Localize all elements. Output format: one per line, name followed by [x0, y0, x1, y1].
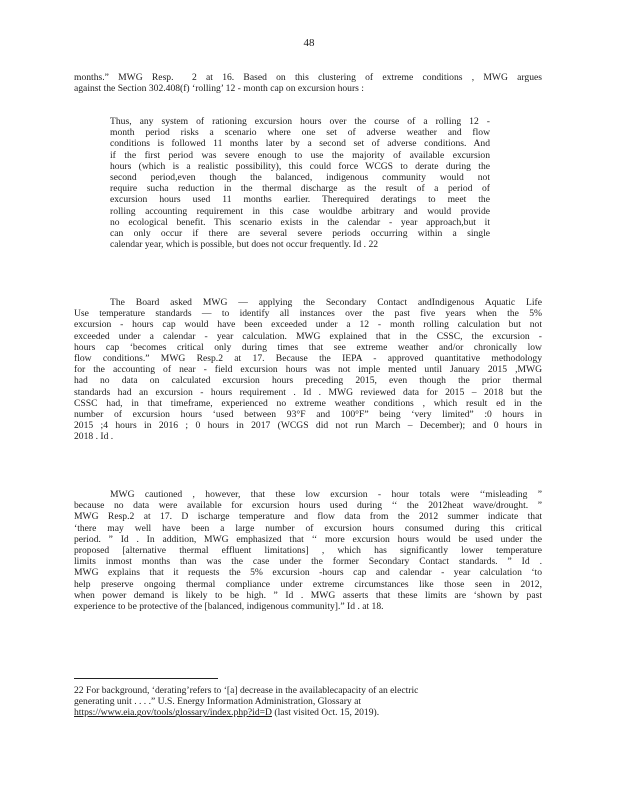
text-line: MWG cautioned , however, that these low excursion - hour totals were ‘‘misleading ” — [110, 489, 542, 500]
text-line: help preserve ongoing thermal compliance under extreme circumstances like those seen in 2012, — [74, 578, 542, 590]
quote-line: require sucha reduction in the thermal discharge as the result of a period of — [110, 183, 490, 195]
quote-line: no ecological benefit. This scenario exists in the calendar - year approach,but it — [110, 216, 490, 228]
quote-line: if the first period was severe enough to use the majority of available excursion — [110, 149, 490, 161]
quote-line: Thus, any system of rationing excursion hours over the course of a rolling 12 - — [110, 116, 490, 127]
text-line: ‘there may well have been a large number of excursion hours consumed during this critical — [74, 522, 542, 534]
text-line: MWG explains that it requests the 5% excursion -hours cap and calendar - year calculation ‘to — [74, 567, 542, 579]
quote-line: month period risks a scenario where one set of adverse weather and flow — [110, 127, 490, 139]
text-line: months.” MWG Resp. 2 at 16. Based on this clustering of extreme conditions , MWG argues — [74, 72, 542, 83]
glossary-link[interactable]: https://www.eia.gov/tools/glossary/index.php?id=D — [74, 707, 272, 719]
paragraph-intro — [74, 72, 542, 94]
text-line: period. ” Id . In addition, MWG emphasized that ‘‘ more excursion hours would be used under the — [74, 533, 542, 545]
text-line: 2018 . Id . — [74, 431, 114, 443]
text-line: 2015 ;4 hours in 2016 ; 0 hours in 2017 (WCGS did not run March – December); and 0 hours in — [74, 420, 542, 432]
paragraph-mwg-cautioned — [74, 489, 542, 612]
text-line: CSSC had, in that timeframe, experienced no extreme weather conditions , which result ed in the — [74, 397, 542, 409]
text-line: proposed [alternative thermal effluent limitations] , which has significantly lower temperature — [74, 545, 542, 557]
footnote-line — [74, 707, 542, 718]
block-quote — [110, 116, 490, 250]
quote-line: second period,even though the balanced, indigenous community would not — [110, 172, 490, 184]
text-line: flow conditions.” MWG Resp.2 at 17. Because the IEPA - approved quantitative methodology — [74, 353, 542, 365]
paragraph-board-request — [74, 297, 542, 443]
text-line: against the Section 302.408(f) ‘rolling’ 12 - month cap on excursion hours : — [74, 83, 364, 95]
text-line: MWG Resp.2 at 17. D ischarge temperature and flow data from the 2012 summer indicate that — [74, 511, 542, 523]
text-line: for the accounting of near - field excursion hours was not imple mented until January 2015 ,MWG — [74, 364, 542, 376]
footnote-divider — [74, 678, 218, 679]
footnote-visited-text: (last visited Oct. 15, 2019). — [271, 707, 380, 719]
quote-line: hours (which is a realistic possibility), this could force WCGS to derate during the — [110, 160, 490, 172]
quote-line: excursion hours used 11 months earlier. Therequired deratings to meet the — [110, 194, 490, 206]
footnote-line: 22 For background, ‘derating’refers to ‘[a] decrease in the availablecapacity of an electric — [74, 685, 419, 696]
text-line: The Board asked MWG — applying the Secondary Contact andIndigenous Aquatic Life — [110, 297, 542, 308]
text-line: number of excursion hours ‘used between 93°F and 100°F” being ‘very limited” :0 hours in — [74, 409, 542, 421]
text-line: experience to be protective of the [balanced, indigenous community].” Id . at 18. — [74, 601, 384, 613]
quote-line: conditions is followed 11 months later by a second set of adverse conditions. And — [110, 138, 490, 150]
text-line: limits inmost months than was the case under the former Secondary Contact standards. ” Id . — [74, 556, 542, 568]
text-line: standards had an excursion - hours requirement . Id . MWG reviewed data for 2015 – 2018 but the — [74, 386, 542, 398]
footnote-line: generating unit . . . .” U.S. Energy Information Administration, Glossary at — [74, 696, 362, 708]
text-line: when power demand is likely to be high. ” Id . MWG asserts that these limits are ‘shown by past — [74, 589, 542, 601]
page-number: 48 — [303, 37, 315, 49]
text-line: Use temperature standards — to identify all instances over the past five years when the 5% — [74, 308, 542, 320]
text-line: exceeded under a calendar - year calculation. MWG explained that in the CSSC, the excursion - — [74, 330, 542, 342]
text-line: had no data on calculated excursion hours preceding 2015, even though the prior thermal — [74, 375, 542, 387]
text-line: excursion - hours cap would have been exceeded under a 12 - month rolling calculation but not — [74, 319, 542, 331]
text-line: hours cap ‘becomes critical only during times that see extreme weather and/or chronically low — [74, 341, 542, 353]
text-line: because no data were available for excursion hours used during ‘‘ the 2012heat wave/drought. ” — [74, 500, 542, 512]
quote-line: can only occur if there are several severe periods occurring within a single — [110, 228, 490, 240]
quote-line: rolling accounting requirement in this case wouldbe arbitrary and would provide — [110, 205, 490, 217]
quote-line: calendar year, which is possible, but does not occur frequently. Id . 22 — [110, 239, 379, 251]
footnote-22 — [74, 685, 542, 719]
